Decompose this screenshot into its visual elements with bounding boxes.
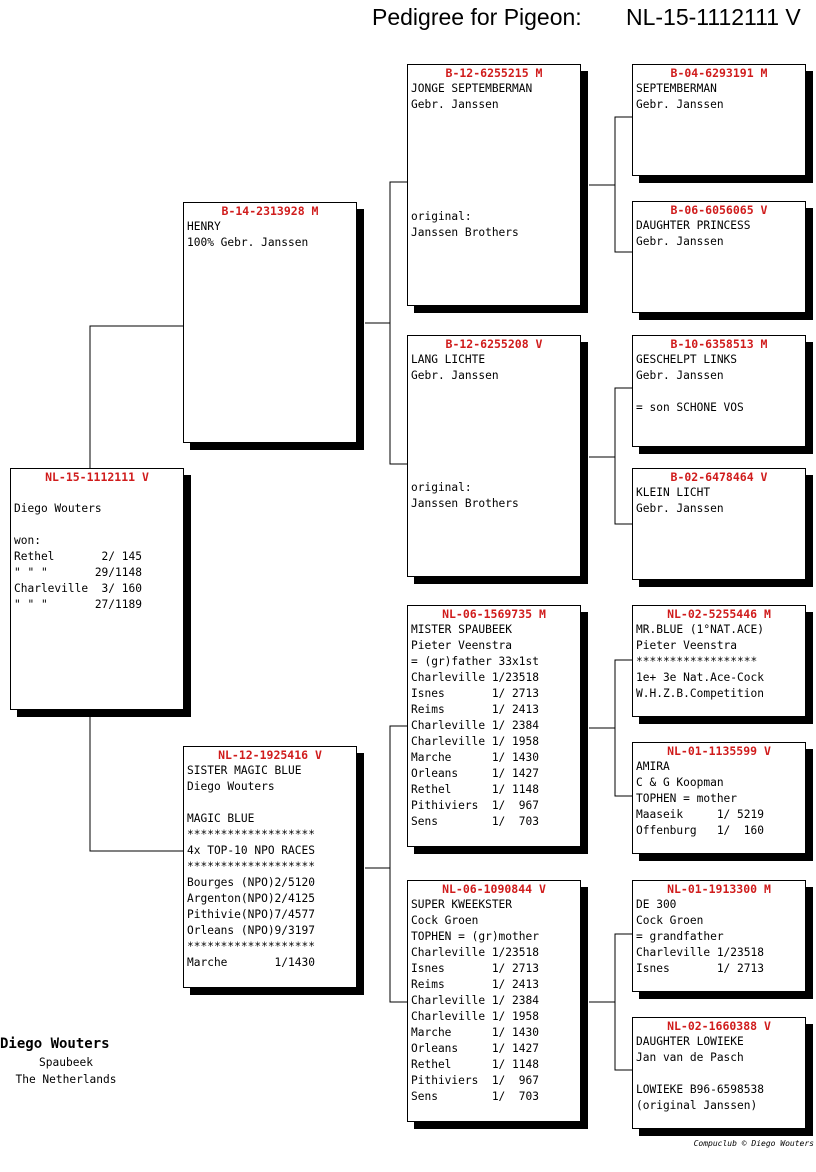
pedigree-line: Rethel 1/ 1148 [411, 1058, 539, 1071]
pedigree-line: Pithiviers 1/ 967 [411, 799, 539, 812]
pedigree-line: 100% Gebr. Janssen [187, 236, 309, 249]
pedigree-line: DAUGHTER PRINCESS [636, 219, 751, 232]
pigeon-card-dam-dam [407, 880, 581, 1122]
pedigree-line: Reims 1/ 2413 [411, 978, 539, 991]
pedigree-line: MISTER SPAUBEEK [411, 623, 513, 636]
pedigree-line: Pieter Veenstra [411, 639, 513, 652]
pigeon-card-dam-sire [407, 605, 581, 847]
ring-number: B-10-6358513 M [670, 337, 768, 351]
pedigree-line: LOWIEKE B96-6598538 [636, 1083, 764, 1096]
pigeon-card-sire-sire [407, 64, 581, 306]
pedigree-line: DAUGHTER LOWIEKE [636, 1035, 744, 1048]
pedigree-line: Charleville 1/23518 [411, 671, 539, 684]
pedigree-line: HENRY [187, 220, 221, 233]
pedigree-line: SUPER KWEEKSTER [411, 898, 513, 911]
pedigree-line: Diego Wouters [14, 502, 102, 515]
pedigree-line [411, 448, 578, 464]
pedigree-line: Pieter Veenstra [636, 639, 738, 652]
ring-number: NL-12-1925416 V [218, 748, 322, 762]
ring-number: NL-02-1660388 V [667, 1019, 771, 1033]
pedigree-line: SEPTEMBERMAN [636, 82, 717, 95]
owner-name: Diego Wouters [0, 1036, 110, 1052]
pedigree-line: original: [411, 481, 472, 494]
pedigree-line: Cock Groen [636, 914, 704, 927]
ring-number: B-06-6056065 V [670, 203, 768, 217]
pedigree-line: Marche 1/ 1430 [411, 1026, 539, 1039]
pedigree-line: Pithiviers 1/ 967 [411, 1074, 539, 1087]
pedigree-line: = son SCHONE VOS [636, 401, 744, 414]
ring-number: B-12-6255208 V [445, 337, 543, 351]
owner-country: The Netherlands [15, 1073, 117, 1086]
pedigree-line: Argenton(NPO)2/4125 [187, 892, 315, 905]
pedigree-line: Gebr. Janssen [636, 98, 724, 111]
header-title: Pedigree for Pigeon: [372, 4, 582, 30]
pedigree-line: C & G Koopman [636, 776, 724, 789]
pedigree-line: ******************* [187, 940, 315, 953]
pedigree-line: Charleville 1/23518 [411, 946, 539, 959]
pedigree-line: Janssen Brothers [411, 497, 519, 510]
ring-number: B-04-6293191 M [670, 66, 768, 80]
pedigree-line: JONGE SEPTEMBERMAN [411, 82, 533, 95]
pedigree-line: Reims 1/ 2413 [411, 703, 539, 716]
pedigree-line: Bourges (NPO)2/5120 [187, 876, 315, 889]
pedigree-line: Jan van de Pasch [636, 1051, 744, 1064]
pedigree-line [411, 161, 578, 177]
pedigree-line [14, 517, 181, 533]
pedigree-line: Charleville 1/ 1958 [411, 735, 539, 748]
pedigree-line [636, 1066, 803, 1082]
pedigree-line: TOPHEN = mother [636, 792, 738, 805]
pedigree-line [411, 145, 578, 161]
pigeon-card-ggp-3 [632, 335, 806, 447]
pedigree-line: Diego Wouters [187, 780, 275, 793]
pedigree-line: Gebr. Janssen [636, 502, 724, 515]
pedigree-line: Pithivie(NPO)7/4577 [187, 908, 315, 921]
pigeon-card-ggp-2 [632, 201, 806, 313]
pedigree-line: DE 300 [636, 898, 677, 911]
pedigree-line: Charleville 1/23518 [636, 946, 764, 959]
pedigree-line [187, 795, 354, 811]
pedigree-line: Orleans (NPO)9/3197 [187, 924, 315, 937]
pigeon-card-ggp-4 [632, 468, 806, 580]
pedigree-line: W.H.Z.B.Competition [636, 687, 764, 700]
pedigree-line: ******************* [187, 828, 315, 841]
pedigree-line [411, 416, 578, 432]
pedigree-line: Isnes 1/ 2713 [411, 687, 539, 700]
pedigree-line: KLEIN LICHT [636, 486, 711, 499]
pedigree-line: ******************* [187, 860, 315, 873]
pigeon-card-sire-dam [407, 335, 581, 577]
pedigree-line: Sens 1/ 703 [411, 1090, 539, 1103]
pedigree-line: GESCHELPT LINKS [636, 353, 738, 366]
pedigree-line: = grandfather [636, 930, 724, 943]
pedigree-line: Gebr. Janssen [411, 98, 499, 111]
ring-number: B-12-6255215 M [445, 66, 543, 80]
pedigree-line: Rethel 2/ 145 [14, 550, 142, 563]
pedigree-line: LANG LICHTE [411, 353, 486, 366]
ring-number: NL-06-1569735 M [442, 607, 546, 621]
ring-number: B-14-2313928 M [221, 204, 319, 218]
pedigree-line: TOPHEN = (gr)mother [411, 930, 539, 943]
pedigree-line: Janssen Brothers [411, 226, 519, 239]
pedigree-line [411, 464, 578, 480]
pedigree-line: Isnes 1/ 2713 [636, 962, 764, 975]
pedigree-line: Gebr. Janssen [636, 369, 724, 382]
pedigree-line: Charleville 1/ 2384 [411, 719, 539, 732]
pedigree-line: Gebr. Janssen [636, 235, 724, 248]
pedigree-line: Marche 1/ 1430 [411, 751, 539, 764]
pigeon-card-dam [183, 746, 357, 988]
pedigree-line: Marche 1/1430 [187, 956, 315, 969]
header-ring: NL-15-1112111 V [626, 4, 801, 30]
pedigree-line: original: [411, 210, 472, 223]
pedigree-line: Charleville 1/ 1958 [411, 1010, 539, 1023]
pedigree-line: Gebr. Janssen [411, 369, 499, 382]
pedigree-line: " " " 27/1189 [14, 598, 142, 611]
pigeon-card-ggp-6 [632, 742, 806, 854]
pedigree-line: (original Janssen) [636, 1099, 758, 1112]
pigeon-card-ggp-5 [632, 605, 806, 717]
pedigree-line: SISTER MAGIC BLUE [187, 764, 302, 777]
pedigree-line: " " " 29/1148 [14, 566, 142, 579]
pedigree-line: MR.BLUE (1°NAT.ACE) [636, 623, 764, 636]
pedigree-line: won: [14, 534, 41, 547]
pedigree-line: Isnes 1/ 2713 [411, 962, 539, 975]
pedigree-line [411, 129, 578, 145]
pigeon-card-ggp-7 [632, 880, 806, 992]
pedigree-line [411, 432, 578, 448]
pedigree-line: 4x TOP-10 NPO RACES [187, 844, 315, 857]
pigeon-card-ggp-8 [632, 1017, 806, 1129]
ring-number: NL-01-1913300 M [667, 882, 771, 896]
pedigree-line [411, 193, 578, 209]
pedigree-line: AMIRA [636, 760, 670, 773]
ring-number: B-02-6478464 V [670, 470, 768, 484]
pedigree-line: Charleville 1/ 2384 [411, 994, 539, 1007]
pedigree-line: Rethel 1/ 1148 [411, 783, 539, 796]
footer-credit: Compuclub © Diego Wouters [693, 1139, 814, 1148]
pedigree-line: Charleville 3/ 160 [14, 582, 142, 595]
pedigree-line: Sens 1/ 703 [411, 815, 539, 828]
pedigree-line: MAGIC BLUE [187, 812, 255, 825]
pedigree-line: Offenburg 1/ 160 [636, 824, 764, 837]
pigeon-card-sire [183, 202, 357, 443]
ring-number: NL-06-1090844 V [442, 882, 546, 896]
pedigree-line: Cock Groen [411, 914, 479, 927]
pedigree-line [14, 485, 181, 501]
pedigree-line: ****************** [636, 655, 758, 668]
pedigree-line [411, 113, 578, 129]
pedigree-line: = (gr)father 33x1st [411, 655, 539, 668]
owner-city: Spaubeek [39, 1056, 93, 1069]
pedigree-line [411, 400, 578, 416]
pedigree-line [411, 384, 578, 400]
pedigree-line: Maaseik 1/ 5219 [636, 808, 764, 821]
pedigree-line: 1e+ 3e Nat.Ace-Cock [636, 671, 764, 684]
pedigree-line [636, 384, 803, 400]
ring-number: NL-15-1112111 V [45, 470, 149, 484]
pedigree-line: Orleans 1/ 1427 [411, 767, 539, 780]
ring-number: NL-01-1135599 V [667, 744, 771, 758]
pigeon-card-subject [10, 468, 184, 710]
owner-block [0, 1034, 132, 1088]
ring-number: NL-02-5255446 M [667, 607, 771, 621]
pigeon-card-ggp-1 [632, 64, 806, 176]
pedigree-line: Orleans 1/ 1427 [411, 1042, 539, 1055]
pedigree-line [411, 177, 578, 193]
